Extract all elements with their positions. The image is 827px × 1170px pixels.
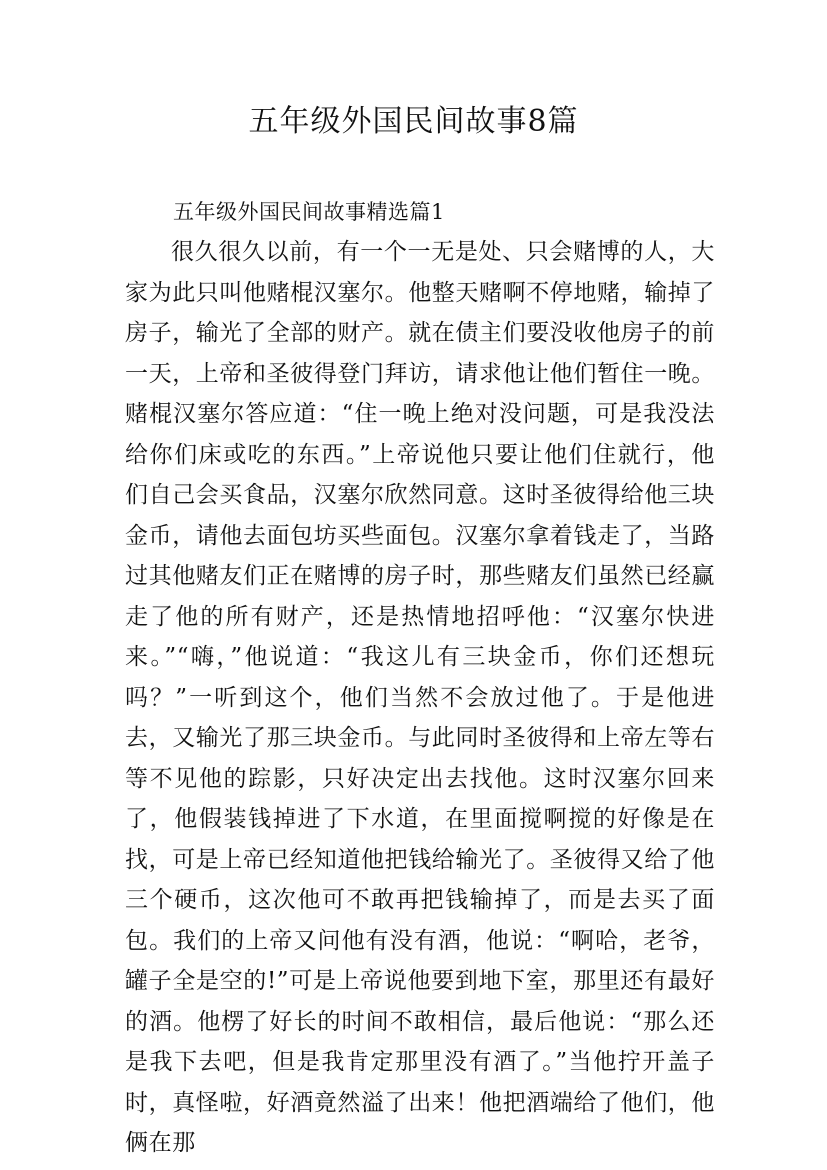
document-body — [125, 192, 715, 1164]
document-title: 五年级外国民间故事8篇 — [248, 104, 579, 139]
section-heading: 五年级外国民间故事精选篇1 — [173, 200, 445, 224]
story-paragraph: 很久很久以前，有一个一无是处、只会赌博的人，大家为此只叫他赌棍汉塞尔。他整天赌啊不停地赌，输掉了房子，输光了全部的财产。就在债主们要没收他房子的前一天，上帝和圣彼得登门拜访，请求他让他们暂住一晚。赌棍汉塞尔答应道：“住一晚上绝对没问题，可是我没法给你们床或吃的东西。”上帝说他只要让他们住就行，他们自己会买食品，汉塞尔欣然同意。这时圣彼得给他三块金币，请他去面包坊买些面包。汉塞尔拿着钱走了，当路过其他赌友们正在赌博的房子时，那些赌友们虽然已经赢走了他的所有财产，还是热情地招呼他：“汉塞尔快进来。”“嗨，”他说道：“我这儿有三块金币，你们还想玩吗？”一听到这个，他们当然不会放过他了。于是他进去，又输光了那三块金币。与此同时圣彼得和上帝左等右等不见他的踪影，只好决定出去找他。这时汉塞尔回来了，他假装钱掉进了下水道，在里面搅啊搅的好像是在找，可是上帝已经知道他把钱给输光了。圣彼得又给了他三个硬币，这次他可不敢再把钱输掉了，而是去买了面包。我们的上帝又问他有没有酒，他说：“啊哈，老爷，罐子全是空的!”可是上帝说他要到地下室，那里还有最好的酒。他楞了好长的时间不敢相信，最后他说：“那么还是我下去吧，但是我肯定那里没有酒了。”当他拧开盖子时，真怪啦，好酒竟然溢了出来！他把酒端给了他们，他俩在那 — [125, 239, 715, 1156]
